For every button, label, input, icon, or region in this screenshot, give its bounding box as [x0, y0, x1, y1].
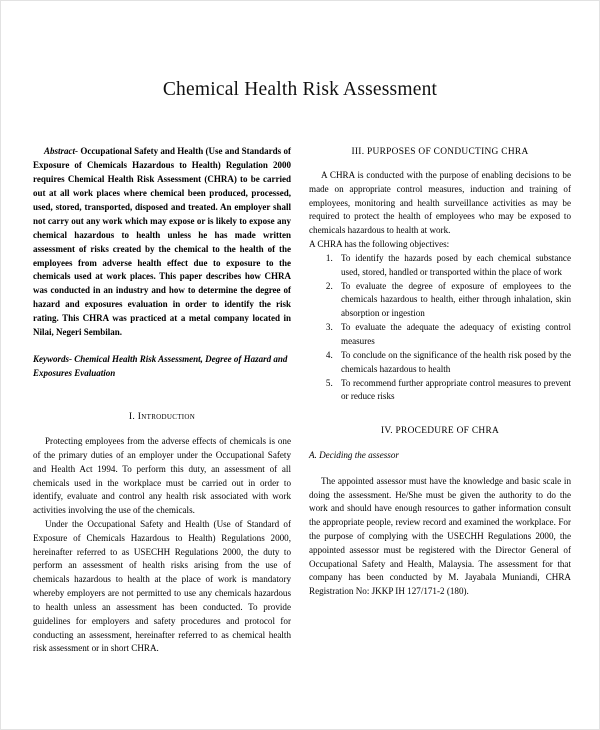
objectives-lead-in: A CHRA has the following objectives: [309, 239, 450, 250]
list-item: 5. To recommend further appropriate control measures to prevent or reduce risks [335, 377, 571, 404]
left-column [33, 145, 291, 656]
abstract-text: Occupational Safety and Health (Use and Standards of Exposure of Chemicals Hazardous to Health) Regulation 2000 requires Chemical Health Risk Assessment (CHRA) to be carried out at all work places where chemical been produced, processed, used, stored, transported, disposed and treated. An employer shall not carry out any work which may expose or is likely to expose any chemical hazardous to health unless he has made written assessment of risks created by the chemical to the health of the employees from adverse health effect due to exposure to the chemicals used at work places. This paper describes how CHRA was conducted in an industry and how to determine the degree of hazard and exposures evaluation in order to identify the risk rating. This CHRA was practiced at a metal company located in Nilai, Negeri Sembilan. [33, 146, 291, 338]
list-item: 4. To conclude on the significance of the health risk posed by the chemicals hazardous to health [335, 349, 571, 376]
abstract-label: Abstract- [44, 146, 79, 156]
page-title: Chemical Health Risk Assessment [162, 79, 438, 100]
intro-paragraph-2: Under the Occupational Safety and Health (Use of Standard of Exposure of Chemicals Hazardous to Health) Regulations 2000, hereinafter referred to as USECHH Regulations 2000, the duty to perform an assessment of health risks arising from the use of chemicals hazardous to health at the place of work is mandatory whereby employers are not permitted to use any chemicals hazardous to health unless an assessment has been conducted. To provide guidelines for employers and safety procedures and protocol for conducting an assessment, hereinafter referred to as chemical health risk assessment or in short CHRA. [33, 519, 291, 654]
objectives-list [309, 252, 571, 404]
purposes-paragraph: A CHRA is conducted with the purpose of enabling decisions to be made on appropriate control measures, induction and training of employees, monitoring and health surveillance activities as may be required to protect the health of employees who may be exposed to chemicals hazardous to health at work. [309, 170, 571, 236]
procedure-paragraph: The appointed assessor must have the knowledge and basic scale in doing the assessment. He/She must be given the authority to do the work and should have enough resources to gather information consult the appropriate people, review record and examined the workplace. For the purpose of complying with the USECHH Regulations 2000, the appointed assessor must be registered with the Director General of Occupational Safety and Health, Malaysia. The assessment for that company has been conducted by M. Jayabala Muniandi, CHRA Registration No: JKKP IH 127/171-2 (180). [309, 475, 571, 597]
section-heading-procedure: IV. PROCEDURE OF CHRA [380, 425, 500, 436]
keywords-line: Keywords- Chemical Health Risk Assessment, Degree of Hazard and Exposures Evaluation [33, 354, 288, 378]
right-column [309, 145, 571, 599]
section-heading-purposes: III. PURPOSES OF CONDUCTING CHRA [351, 147, 529, 157]
list-item: 3. To evaluate the adequate the adequacy of existing control measures [335, 321, 571, 348]
intro-paragraph-1: Protecting employees from the adverse effects of chemicals is one of the primary duties of an employer under the Occupational Safety and Health Act 1994. To perform this duty, an assessment of all chemicals used in the workplace must be carried out in order to identify, evaluate and control any health risk associated with work activities involving the use of the chemicals. [33, 436, 291, 516]
subsection-heading-deciding-assessor: A. Deciding the assessor [309, 449, 399, 460]
abstract-paragraph [33, 145, 291, 340]
list-item: 2. To evaluate the degree of exposure of employees to the chemicals hazardous to health, either through inhalation, skin absorption or ingestion [335, 280, 571, 321]
section-heading-introduction: I. Introduction [128, 411, 196, 423]
two-column-layout [1, 145, 599, 656]
list-item: 1. To identify the hazards posed by each chemical substance used, stored, handled or transported within the place of work [335, 252, 571, 279]
